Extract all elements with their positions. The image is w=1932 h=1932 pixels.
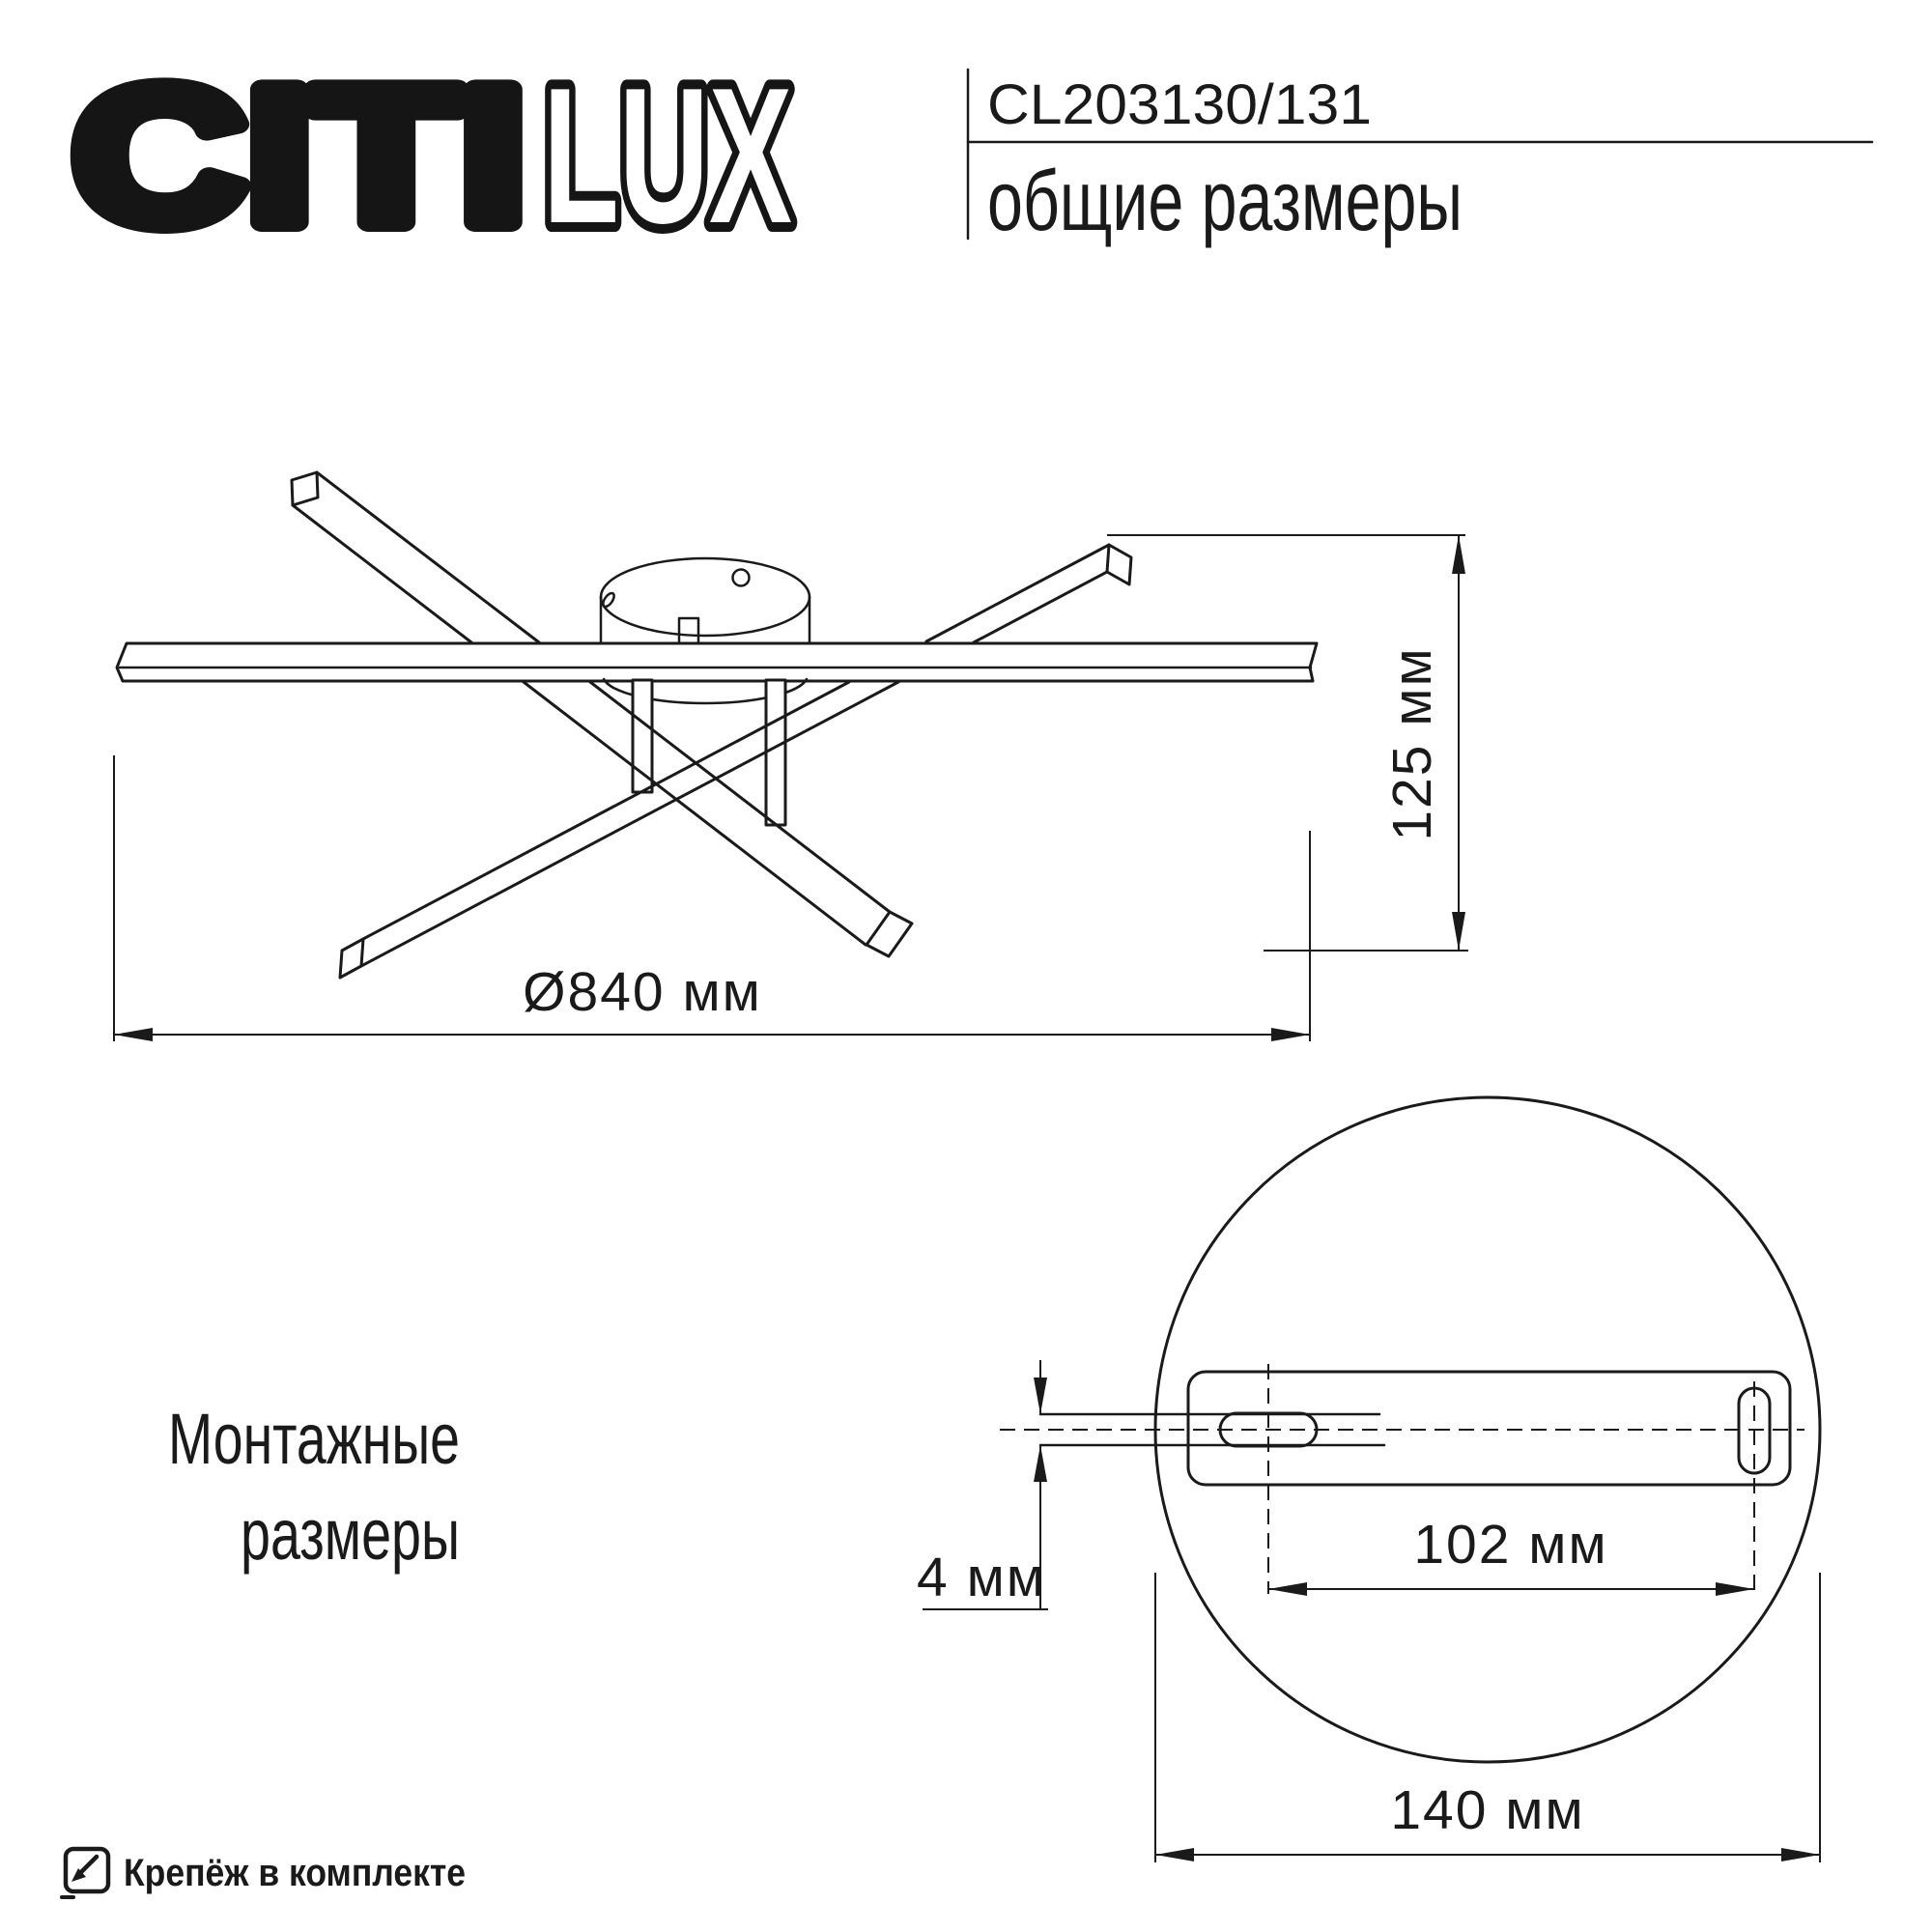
lamp-rod-upper-left bbox=[292, 472, 912, 956]
mounting-caption-line2: размеры bbox=[241, 1494, 460, 1575]
rod1-end-cap-top bbox=[1107, 545, 1131, 584]
fasteners-icon bbox=[62, 1849, 108, 1897]
dim-label-slot-distance: 102 мм bbox=[1413, 1514, 1608, 1576]
lamp-right-post bbox=[766, 680, 785, 825]
fasteners-icon-arrow-shaft bbox=[81, 1857, 97, 1872]
canopy-top-arc bbox=[601, 558, 810, 597]
rod2-bottom-edge-lower bbox=[524, 682, 866, 945]
rod1-end-cap-bottom bbox=[340, 939, 363, 978]
footer bbox=[62, 1849, 466, 1897]
arrowhead-right bbox=[1271, 1028, 1310, 1041]
canopy-rim-front-arc bbox=[601, 597, 810, 636]
model-number: CL203130/131 bbox=[987, 73, 1372, 136]
lamp-rod-upper-right bbox=[340, 545, 1131, 978]
dim-label-diameter: Ø840 мм bbox=[523, 961, 762, 1023]
dim-label-plate-length: 140 мм bbox=[1390, 1779, 1585, 1841]
arrowhead-right bbox=[1781, 1848, 1820, 1861]
fasteners-icon-box bbox=[66, 1849, 108, 1891]
page-subtitle: общие размеры bbox=[987, 153, 1463, 248]
arrowhead-left bbox=[114, 1028, 153, 1041]
mounting-detail-view bbox=[917, 1097, 1820, 1862]
lamp-overall-view bbox=[114, 472, 1468, 1041]
logo-lux: LUX bbox=[543, 48, 792, 264]
arrowhead-left bbox=[1155, 1848, 1194, 1861]
arrowhead-down bbox=[1034, 1378, 1047, 1414]
lamp-left-post bbox=[633, 680, 652, 792]
rod1-top-edge-upper bbox=[926, 545, 1109, 641]
arrowhead-right bbox=[1716, 1582, 1754, 1596]
dimension-slot-distance bbox=[1268, 1514, 1754, 1596]
dimension-height bbox=[1107, 535, 1468, 951]
rod2-end-cap-bottom bbox=[867, 912, 912, 956]
dimension-plate-length bbox=[1155, 1573, 1820, 1862]
canopy-center-tab bbox=[679, 618, 698, 643]
arrowhead-bottom bbox=[1452, 912, 1465, 951]
fasteners-note: Крепёж в комплекте bbox=[124, 1852, 466, 1894]
canopy-side-hole bbox=[601, 591, 616, 609]
dim-label-rod-thickness: 4 мм bbox=[917, 1547, 1046, 1608]
title-block bbox=[72, 48, 1872, 264]
dimension-diameter bbox=[114, 755, 1310, 1041]
lamp-main-bar bbox=[117, 643, 1317, 681]
logo-citi: CITI bbox=[72, 48, 526, 264]
arrowhead-up bbox=[1034, 1445, 1047, 1482]
mounting-caption-line1: Монтажные bbox=[168, 1399, 460, 1479]
mounting-plate bbox=[1188, 1372, 1790, 1485]
rod2-end-cap-top bbox=[292, 472, 318, 505]
rod2-top-edge-upper bbox=[317, 472, 539, 642]
mounting-caption bbox=[168, 1399, 460, 1575]
arrowhead-left bbox=[1268, 1582, 1307, 1596]
rod2-top-edge-lower bbox=[590, 682, 890, 912]
dim-label-height: 125 мм bbox=[1381, 646, 1443, 841]
canopy-screw-hole bbox=[733, 570, 750, 586]
dimension-rod-thickness bbox=[917, 1360, 1048, 1609]
arrowhead-top bbox=[1452, 535, 1465, 574]
rod1-bottom-edge-lower bbox=[361, 682, 898, 966]
rod2-bottom-edge-upper bbox=[293, 505, 471, 642]
